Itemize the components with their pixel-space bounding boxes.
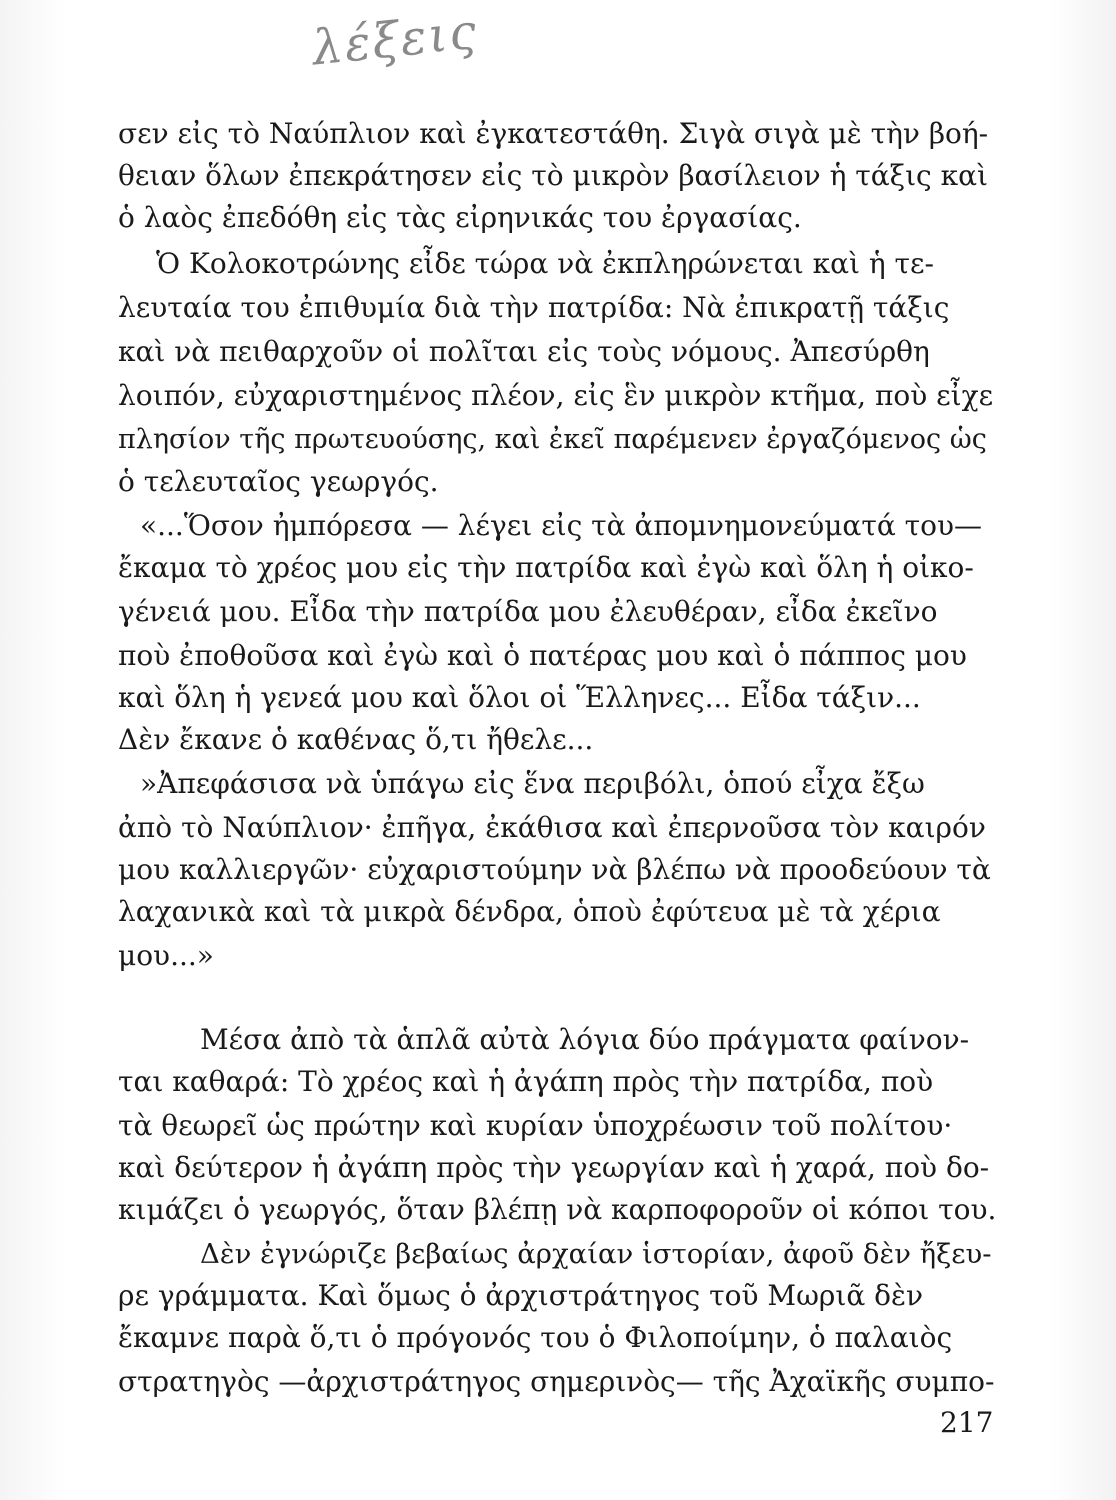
text-line: σεν εἰς τὸ Ναύπλιον καὶ ἐγκατεστάθη. Σιγὰ σιγὰ μὲ τὴν βοή- (118, 117, 989, 150)
text-line: »Ἀπεφάσισα νὰ ὑπάγω εἰς ἕνα περιβόλι, ὁπού εἶχα ἔξω (140, 767, 925, 800)
text-line: τὰ θεωρεῖ ὡς πρώτην καὶ κυρίαν ὑποχρέωσιν τοῦ πολίτου· (118, 1109, 953, 1142)
text-line: καὶ ὅλη ἡ γενεά μου καὶ ὅλοι οἱ Ἕλληνες... Εἶδα τάξιν... (118, 681, 921, 714)
text-line: Δὲν ἐγνώριζε βεβαίως ἀρχαίαν ἱστορίαν, ἀφοῦ δὲν ἤξευ- (200, 1238, 992, 1270)
text-line: λοιπόν, εὐχαριστημένος πλέον, εἰς ἓν μικρὸν κτῆμα, ποὺ εἶχε (118, 379, 994, 412)
text-line: λευταία του ἐπιθυμία διὰ τὴν πατρίδα: Νὰ ἐπικρατῇ τάξις (118, 291, 950, 324)
text-line: γένειά μου. Εἶδα τὴν πατρίδα μου ἐλευθέραν, εἶδα ἐκεῖνο (118, 595, 938, 628)
text-line: καὶ νὰ πειθαρχοῦν οἱ πολῖται εἰς τοὺς νόμους. Ἀπεσύρθη (118, 335, 930, 368)
text-line: ὁ τελευταῖος γεωργός. (118, 465, 439, 498)
text-line: Μέσα ἀπὸ τὰ ἁπλᾶ αὐτὰ λόγια δύο πράγματα φαίνον- (200, 1023, 970, 1056)
text-line: καὶ δεύτερον ἡ ἀγάπη πρὸς τὴν γεωργίαν καὶ ἡ χαρά, ποὺ δο- (118, 1151, 990, 1184)
text-line: ἔκαμνε παρὰ ὅ,τι ὁ πρόγονός του ὁ Φιλοποίμην, ὁ παλαιὸς (118, 1321, 953, 1354)
handwritten-note: λέξεις (309, 3, 481, 77)
text-line: μου καλλιεργῶν· εὐχαριστούμην νὰ βλέπω νὰ προοδεύουν τὰ (118, 853, 991, 886)
page-number: 217 (940, 1406, 994, 1439)
text-line: Δὲν ἔκανε ὁ καθένας ὅ,τι ἤθελε... (118, 723, 594, 756)
text-line: Ὁ Κολοκοτρώνης εἶδε τώρα νὰ ἐκπληρώνεται καὶ ἡ τε- (156, 247, 934, 280)
text-line: «...Ὅσον ἠμπόρεσα — λέγει εἰς τὰ ἀπομνημονεύματά του— (140, 509, 983, 542)
text-line: θειαν ὅλων ἐπεκράτησεν εἰς τὸ μικρὸν βασίλειον ἡ τάξις καὶ (118, 159, 989, 192)
text-line: ποὺ ἐποθοῦσα καὶ ἐγὼ καὶ ὁ πατέρας μου καὶ ὁ πάππος μου (118, 639, 967, 672)
text-line: ἔκαμα τὸ χρέος μου εἰς τὴν πατρίδα καὶ ἐγὼ καὶ ὅλη ἡ οἰκο- (118, 551, 974, 584)
text-line: ἀπὸ τὸ Ναύπλιον· ἐπῆγα, ἐκάθισα καὶ ἐπερνοῦσα τὸν καιρόν (118, 811, 986, 844)
text-line: πλησίον τῆς πρωτευούσης, καὶ ἐκεῖ παρέμενεν ἐργαζόμενος ὡς (118, 424, 987, 455)
text-line: κιμάζει ὁ γεωργός, ὅταν βλέπῃ νὰ καρποφοροῦν οἱ κόποι του. (118, 1193, 997, 1226)
text-line: στρατηγὸς —ἀρχιστράτηγος σημερινὸς— τῆς Ἀχαϊκῆς συμπο- (118, 1365, 995, 1398)
text-line: ρε γράμματα. Καὶ ὅμως ὁ ἀρχιστράτηγος τοῦ Μωριᾶ δὲν (118, 1279, 924, 1312)
text-line: λαχανικὰ καὶ τὰ μικρὰ δένδρα, ὁποὺ ἐφύτευα μὲ τὰ χέρια (118, 895, 941, 928)
text-line: ὁ λαὸς ἐπεδόθη εἰς τὰς εἰρηνικάς του ἐργασίας. (118, 201, 802, 234)
text-line: μου...» (118, 939, 214, 972)
text-line: ται καθαρά: Τὸ χρέος καὶ ἡ ἀγάπη πρὸς τὴν πατρίδα, ποὺ (118, 1065, 934, 1098)
